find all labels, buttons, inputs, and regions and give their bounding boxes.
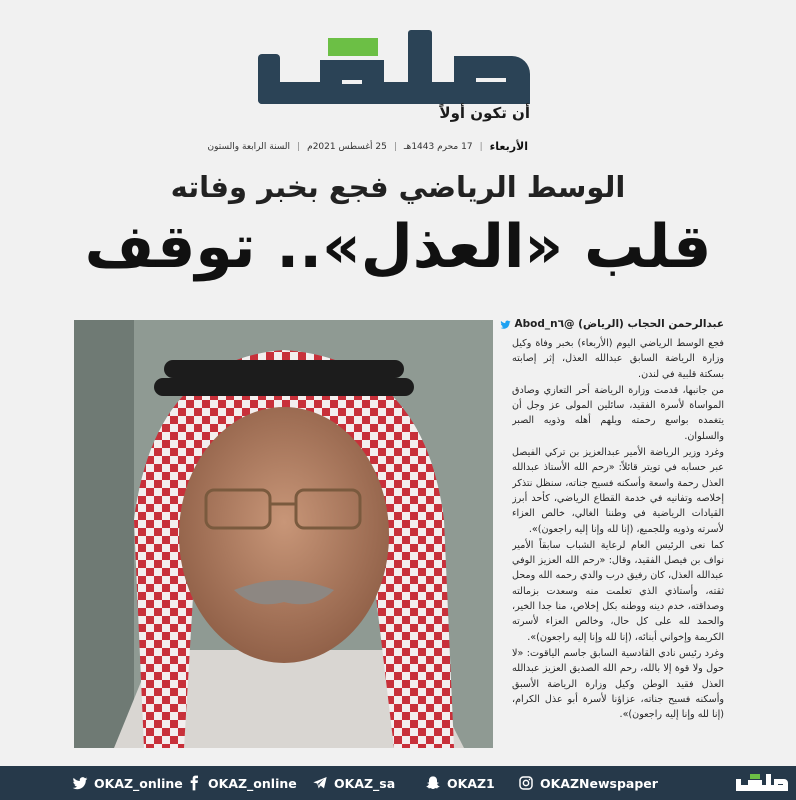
divider: |: [479, 141, 483, 152]
dateline-gregorian: 25 أغسطس 2021م: [307, 141, 387, 152]
footer-snapchat[interactable]: [425, 775, 495, 791]
twitter-icon: [500, 319, 511, 330]
article-paragraph: كما نعى الرئيس العام لرعاية الشباب سابقاً الأمير نواف بن فيصل الفقيد، وقال: «رحم الله العزيز الوفي عبدالله العذل، كان رفيق درب والدي رحمه الله ومحل ثقته، وأستاذي الذي تعلمت منه وسعدت بزمالته وصداقته، خدم دينه ووطنه بكل إخلاص، منا جدا الخير، والحمد لله على كل حال، وخالص العزاء لأسرته الكريمة وإخواني أبنائه، (إنا لله وإنا إليه راجعون)».: [512, 539, 724, 643]
social-footer: [0, 766, 796, 800]
telegram-handle: OKAZ_sa: [334, 775, 396, 791]
tagline: أن تكون أولاً: [439, 104, 530, 122]
divider: |: [393, 141, 397, 152]
instagram-handle: OKAZNewspaper: [540, 775, 658, 791]
okaz-footer-logo: [736, 774, 788, 792]
facebook-icon: [186, 775, 202, 791]
article-body: [512, 336, 724, 748]
footer-twitter[interactable]: [72, 775, 183, 791]
footer-instagram[interactable]: [518, 775, 658, 791]
divider: |: [297, 141, 301, 152]
facebook-handle: OKAZ_online: [208, 775, 297, 791]
portrait-photo: [74, 320, 493, 748]
article-paragraph: وغرد وزير الرياضة الأمير عبدالعزيز بن تركي الفيصل عبر حسابه في تويتر قائلاً: «رحم الله الأستاذ عبدالله العذل رحمة واسعة وأسكنه فسيح جناته، سنظل نتذكر إخلاصه وتفانيه في خدمة القطاع الرياضي، كأحد أبرز القيادات الرياضية في وطننا الغالي، خالص العزاء لأسرته وذويه وللجميع، (إنا لله وإنا إليه راجعون)».: [512, 447, 724, 535]
article-paragraph: وغرد رئيس نادي القادسية السابق جاسم الياقوت: «لا حول ولا قوة إلا بالله، رحم الله الصديق العزيز عبدالله العذل فقيد الوطن وكيل وزارة الرياضة الأسبق وأسكنه فسيح جناته، عزاؤنا لأسرة أبو عذل الكرام، (إنا لله وإنا إليه راجعون)».: [512, 647, 724, 721]
byline-text: عبدالرحمن الحجاب (الرياض) @Abod_n٦: [514, 318, 724, 330]
byline: [512, 318, 724, 330]
footer-telegram[interactable]: [312, 775, 395, 791]
snapchat-icon: [425, 775, 441, 791]
snapchat-handle: OKAZ1: [447, 775, 495, 791]
main-headline: قلب «العذل».. توقف: [84, 212, 712, 282]
dateline-hijri: 17 محرم 1443هـ: [403, 141, 473, 152]
dateline-day: الأربعاء: [489, 140, 528, 153]
dateline: [208, 140, 528, 153]
twitter-icon: [72, 775, 88, 791]
instagram-icon: [518, 775, 534, 791]
dateline-year: السنة الرابعة والستون: [207, 141, 291, 152]
footer-facebook[interactable]: [186, 775, 297, 791]
kicker-headline: الوسط الرياضي فجع بخبر وفاته: [170, 170, 626, 204]
article-paragraph: من جانبها، قدمت وزارة الرياضة أحر التعازي وصادق المواساة لأسرة الفقيد، سائلين المولى عز وجل أن يتغمده بواسع رحمته ويلهم أهله وذويه الصبر والسلوان.: [512, 384, 724, 442]
twitter-handle: OKAZ_online: [94, 775, 183, 791]
okaz-logo: [258, 30, 530, 108]
telegram-icon: [312, 775, 328, 791]
article-paragraph: فجع الوسط الرياضي اليوم (الأربعاء) بخبر وفاة وكيل وزارة الرياضة السابق عبدالله العذل، إثر إصابته بسكتة قلبية في لندن.: [512, 338, 724, 380]
